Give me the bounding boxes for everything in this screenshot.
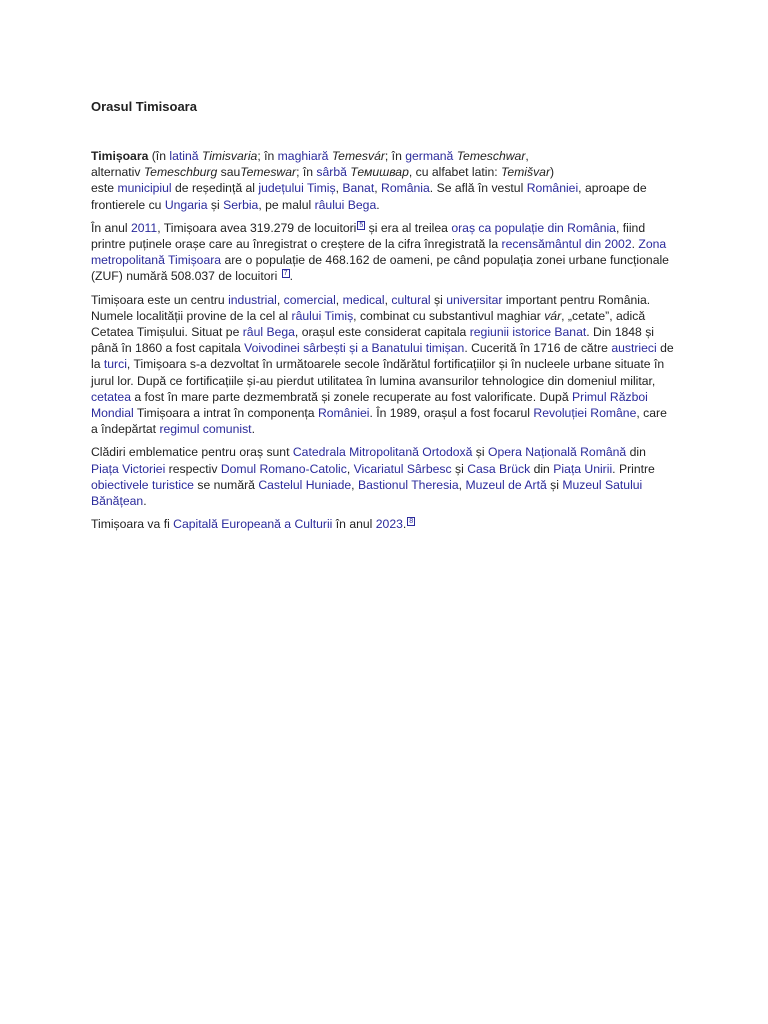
text-run: , [346,461,354,476]
italic-term: Темишвар [350,165,409,180]
link-2011[interactable]: 2011 [130,220,158,235]
link-raului-timis[interactable]: râului Timiș [291,308,354,323]
link-universitar[interactable]: universitar [446,292,503,307]
text-run: , [276,292,284,307]
text-run: , care a îndepărtat [91,406,667,437]
text-run: , [458,477,466,492]
link-domul-romano-catolic[interactable]: Domul Romano-Catolic [220,461,347,476]
text-run: . [376,197,380,212]
text-run: , [351,477,358,492]
link-turci[interactable]: turci [103,357,127,372]
italic-term: Timisvaria [201,149,258,163]
italic-term: vár [544,308,562,323]
paragraph-2 [91,220,677,285]
text-run: , Timișoara avea 319.279 de locuitori [157,220,357,235]
text-run: , aproape de frontierele cu [91,181,647,212]
text-run: . Se află în vestul [429,181,527,196]
link-regiunii-istorice-banat[interactable]: regiunii istorice Banat [469,325,587,340]
text-run: , [384,292,392,307]
italic-term: Temeswar [240,165,297,180]
link-ungaria[interactable]: Ungaria [164,197,208,212]
text-run: , fiind printre puținele orașe care au înregistrat o creștere de la cifra înregistrată la [91,220,646,252]
text-run: . [143,494,147,509]
link-primul-razboi-mondial[interactable]: Primul Război Mondial [91,389,648,421]
link-capitala-europeana-a-culturii[interactable]: Capitală Europeană a Culturii [173,517,333,532]
text-run: . [251,422,255,437]
text-run: Clădiri emblematice pentru oraș sunt [91,445,293,460]
text-run: , pe malul [258,197,315,212]
link-cetatea[interactable]: cetatea [91,389,131,404]
text-run: , Timișoara s-a dezvoltat în următoarele secole îndărătul fortificațiilor și în nucleele urbane situate în jurul lor. După ce fortificațiile și-au pierdut utilitatea în lumina avansurilor tehnologice din domeniul militar, [91,357,665,388]
text-run: de reședință al [171,181,259,196]
text-run: și [430,292,447,307]
text-run: , [335,292,343,307]
page-title: Orasul Timisoara [91,99,197,114]
link-muzeul-satului-banatean[interactable]: Muzeul Satului Bănățean [91,477,643,509]
link-industrial[interactable]: industrial [228,292,277,307]
text-run: Timișoara este un centru [91,292,229,307]
text-run: ; în [384,149,406,163]
text-run: și [546,477,563,492]
text-run: , orașul este considerat capitala [294,325,470,340]
link-obiectivele-turistice[interactable]: obiectivele turistice [91,477,194,492]
text-run: important pentru România. Numele localității provine de la cel al [91,292,651,323]
text-run: ) [550,165,555,180]
link-maghiara[interactable]: maghiară [277,149,329,163]
link-oras-ca-populatie-din-romania[interactable]: oraș ca populație din România [451,220,616,235]
text-run: . [289,269,293,284]
text-run: alternativ [91,165,144,180]
text-run: , combinat cu substantivul maghiar [353,308,545,323]
link-romaniei[interactable]: României [526,181,579,196]
link-austrieci[interactable]: austrieci [611,341,657,356]
reference-marker[interactable]: 8 [409,518,414,526]
link-romaniei[interactable]: României [317,406,370,421]
text-run: . Printre [612,461,655,476]
link-raului-bega[interactable]: râului Bega [314,197,377,212]
document-body [91,148,677,532]
text-run: din [530,461,554,476]
text-run: a fost în mare parte dezmembrată și zonele recuperate au fost valorificate. După [130,389,572,404]
text-run: Timișoara va fi [91,517,174,532]
paragraph-1 [91,148,677,213]
document-page [91,98,677,539]
italic-term: Temeschburg [143,165,218,180]
text-run: în anul [332,517,376,532]
paragraph-3 [91,292,677,438]
link-casa-bruck[interactable]: Casa Brück [467,461,531,476]
link-germana[interactable]: germană [405,149,454,163]
link-piata-victoriei[interactable]: Piața Victoriei [91,461,166,476]
link-voivodinei-sarbesti-si-a-banatului-timisan[interactable]: Voivodinei sârbești și a Banatului timișan [244,341,465,356]
bold-term: Timișoara [91,149,149,163]
text-run: sau [217,165,241,180]
text-run: are o populație de 468.162 de oameni, pe când populația zonei urbane funcționale (ZUF) numără 508.037 de locuitori [91,253,669,284]
text-run: , cu alfabet latin: [408,165,502,180]
italic-term: Temišvar [501,165,551,180]
text-run: și [207,197,224,212]
link-opera-nationala-romana[interactable]: Opera Națională Română [487,445,627,460]
text-run: . În 1989, orașul a fost focarul [369,406,534,421]
link-bastionul-theresia[interactable]: Bastionul Theresia [357,477,459,492]
link-castelul-huniade[interactable]: Castelul Huniade [258,477,352,492]
link-municipiul[interactable]: municipiul [117,181,172,196]
text-run: (în [148,149,170,163]
link-revolutiei-romane[interactable]: Revoluției Române [533,406,637,421]
link-cultural[interactable]: cultural [391,292,431,307]
link-2023[interactable]: 2023 [375,517,403,532]
link-piata-unirii[interactable]: Piața Unirii [553,461,613,476]
text-run: și [451,461,468,476]
text-run: se numără [193,477,259,492]
text-run: respectiv [165,461,221,476]
link-romania[interactable]: România [381,181,430,196]
link-sarba[interactable]: sârbă [316,165,347,180]
reference-marker[interactable]: 5 [359,221,364,229]
text-run: , [335,181,343,196]
link-raul-bega[interactable]: râul Bega [242,325,295,340]
text-run: Timișoara a intrat în componența [133,406,318,421]
link-judetului-timis[interactable]: județului Timiș [258,181,336,196]
link-zona-metropolitana-timisoara[interactable]: Zona metropolitană Timișoara [91,237,667,268]
text-run: , „cetate”, adică Cetatea Timișului. Situat pe [91,308,646,340]
text-run: este [91,181,118,196]
text-run: și era al treilea [365,220,452,235]
text-run: . Din 1848 și până în 1860 a fost capitala [91,325,654,356]
link-banat[interactable]: Banat [342,181,375,196]
text-run: și [472,445,488,460]
link-regimul-comunist[interactable]: regimul comunist [159,422,252,437]
italic-term: Temeschwar [456,149,526,163]
text-run: , [525,149,529,163]
link-comercial[interactable]: comercial [283,292,336,307]
reference-marker[interactable]: 7 [283,270,288,278]
text-run: În anul [91,220,131,235]
text-run: ; în [296,165,317,180]
text-run: . [402,517,407,532]
paragraph-4 [91,444,677,509]
link-serbia[interactable]: Serbia [223,197,259,212]
text-run: . [631,237,639,252]
link-vicariatul-sarbesc[interactable]: Vicariatul Sârbesc [353,461,452,476]
link-muzeul-de-arta[interactable]: Muzeul de Artă [465,477,547,492]
text-run: . Cucerită în 1716 de către [464,341,612,356]
link-latina[interactable]: latină [169,149,199,163]
text-run: ; în [257,149,278,163]
link-catedrala-mitropolitana-ortodoxa[interactable]: Catedrala Mitropolitană Ortodoxă [292,445,473,460]
link-medical[interactable]: medical [342,292,385,307]
text-run: de la [91,341,674,372]
text-run: din [626,445,646,460]
paragraph-5 [91,516,677,532]
link-recensamantul-din-2002[interactable]: recensământul din 2002 [501,237,632,252]
text-run: , [374,181,382,196]
italic-term: Temesvár [331,149,385,163]
